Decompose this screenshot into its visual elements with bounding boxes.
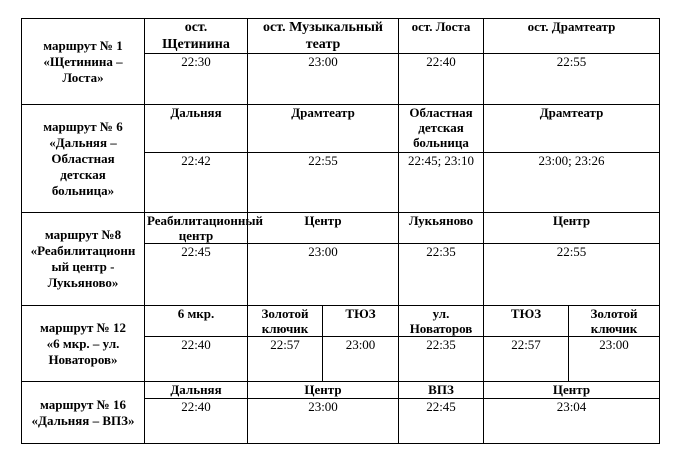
route-16-stop-2: Центр (248, 382, 399, 399)
route-16-stop-4: Центр (484, 382, 660, 399)
route-12-stop-3: ТЮЗ (323, 306, 399, 337)
bus-schedule-table (21, 18, 660, 444)
route-6-stops-row (22, 105, 660, 153)
route-12-stop-5: ТЮЗ (484, 306, 569, 337)
route-16-stops-row (22, 382, 660, 399)
route-8-time-3: 22:35 (399, 244, 484, 306)
route-8-label: маршрут №8 «Реабилитационн ый центр - Лукьяново» (22, 213, 145, 306)
route-6-time-2: 22:55 (248, 153, 399, 213)
route-6-stop-4: Драмтеатр (484, 105, 660, 153)
route-1-label: маршрут № 1 «Щетинина – Лоста» (22, 19, 145, 105)
route-6-stop-2: Драмтеатр (248, 105, 399, 153)
route-1-time-2: 23:00 (248, 54, 399, 105)
route-8-stop-4: Центр (484, 213, 660, 244)
route-8-stop-2: Центр (248, 213, 399, 244)
route-12-stop-4: ул. Новаторов (399, 306, 484, 337)
route-8-time-2: 23:00 (248, 244, 399, 306)
route-12-stops-row (22, 306, 660, 337)
route-1-stop-3: ост. Лоста (399, 19, 484, 54)
route-1-stop-4: ост. Драмтеатр (484, 19, 660, 54)
route-8-stop-3: Лукьяново (399, 213, 484, 244)
route-8-stops-row (22, 213, 660, 244)
route-1-stops-row (22, 19, 660, 54)
route-12-label: маршрут № 12 «6 мкр. – ул. Новаторов» (22, 306, 145, 382)
route-12-stop-1: 6 мкр. (145, 306, 248, 337)
route-16-stop-1: Дальняя (145, 382, 248, 399)
route-1-stop-2: ост. Музыкальный театр (248, 19, 399, 54)
route-6-time-3: 22:45; 23:10 (399, 153, 484, 213)
route-1-time-4: 22:55 (484, 54, 660, 105)
route-12-time-3: 23:00 (323, 337, 399, 382)
route-16-time-1: 22:40 (145, 399, 248, 444)
route-12-time-1: 22:40 (145, 337, 248, 382)
route-8-stop-1: Реабилитационный центр (145, 213, 248, 244)
route-6-label: маршрут № 6 «Дальняя – Областная детская больница» (22, 105, 145, 213)
route-12-time-5: 22:57 (484, 337, 569, 382)
route-12-time-4: 22:35 (399, 337, 484, 382)
route-6-time-1: 22:42 (145, 153, 248, 213)
route-16-stop-3: ВПЗ (399, 382, 484, 399)
route-1-time-1: 22:30 (145, 54, 248, 105)
route-16-time-2: 23:00 (248, 399, 399, 444)
route-6-stop-3: Областная детская больница (399, 105, 484, 153)
route-6-time-4: 23:00; 23:26 (484, 153, 660, 213)
route-12-time-6: 23:00 (569, 337, 660, 382)
route-16-time-3: 22:45 (399, 399, 484, 444)
route-8-time-4: 22:55 (484, 244, 660, 306)
route-1-stop-1: ост. Щетинина (145, 19, 248, 54)
route-16-label: маршрут № 16 «Дальняя – ВПЗ» (22, 382, 145, 444)
route-8-time-1: 22:45 (145, 244, 248, 306)
route-12-time-2: 22:57 (248, 337, 323, 382)
route-6-stop-1: Дальняя (145, 105, 248, 153)
route-1-time-3: 22:40 (399, 54, 484, 105)
route-12-stop-2: Золотой ключик (248, 306, 323, 337)
route-16-time-4: 23:04 (484, 399, 660, 444)
route-12-stop-6: Золотой ключик (569, 306, 660, 337)
